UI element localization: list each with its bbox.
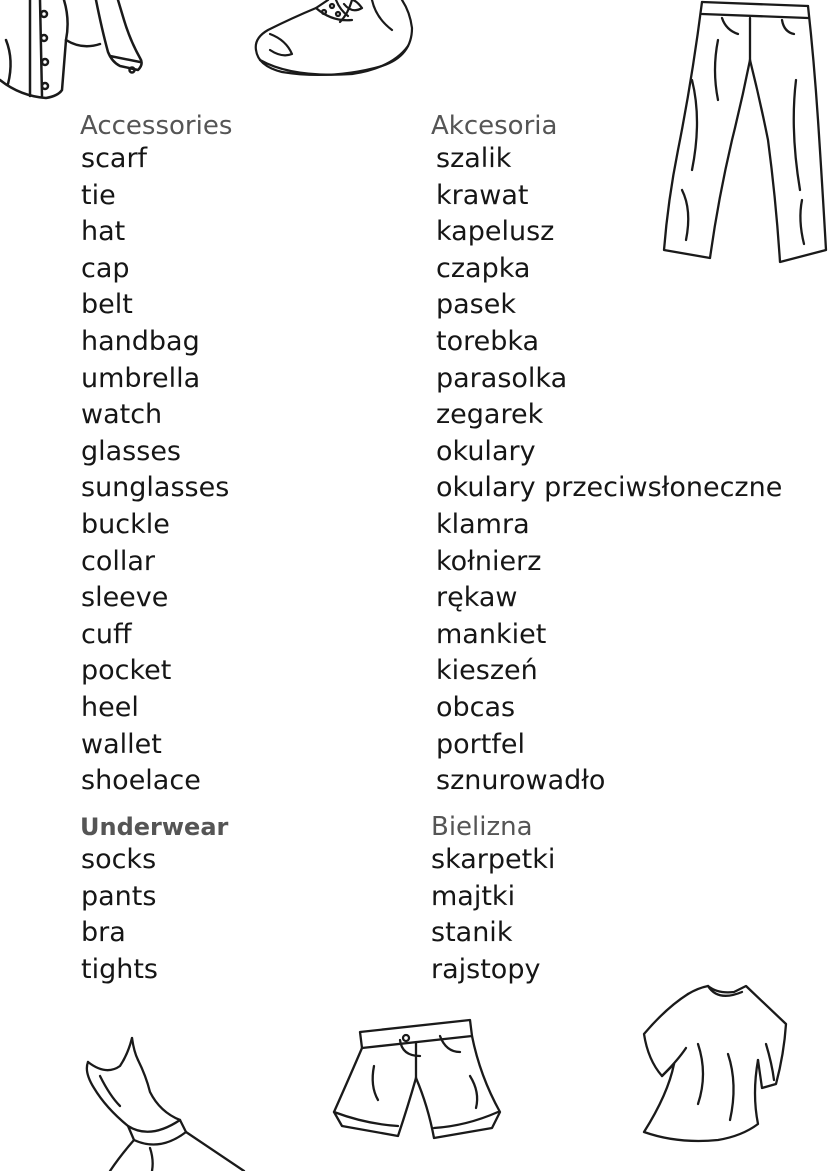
- list-item: majtki: [431, 880, 516, 912]
- list-item: tights: [81, 953, 158, 985]
- list-item: czapka: [436, 252, 531, 284]
- shorts-icon: [330, 1016, 506, 1146]
- list-item: kapelusz: [436, 216, 555, 248]
- list-item: krawat: [436, 179, 529, 211]
- list-item: portfel: [436, 728, 525, 760]
- list-item: kołnierz: [436, 545, 542, 577]
- list-item: wallet: [81, 728, 162, 760]
- accessories-polish-column: [431, 111, 782, 800]
- list-item: rajstopy: [431, 953, 541, 985]
- list-item: sznurowadło: [436, 765, 606, 797]
- list-item: sleeve: [81, 582, 169, 614]
- list-item: umbrella: [81, 362, 201, 394]
- list-item: scarf: [81, 143, 148, 174]
- underwear-polish-column: [431, 812, 555, 988]
- list-item: buckle: [81, 508, 170, 540]
- list-item: watch: [81, 399, 163, 431]
- list-item: kieszeń: [436, 655, 538, 687]
- list-item: bra: [81, 917, 126, 949]
- list-item: skarpetki: [431, 844, 556, 875]
- list-item: glasses: [81, 435, 181, 467]
- underwear-english-column: [80, 812, 228, 988]
- list-item: okulary przeciwsłoneczne: [436, 472, 783, 504]
- dress-icon: [80, 1036, 250, 1171]
- list-item: socks: [81, 844, 157, 875]
- underwear-heading: Underwear: [80, 813, 229, 841]
- list-item: szalik: [436, 143, 512, 174]
- list-item: rękaw: [436, 582, 518, 614]
- list-item: sunglasses: [81, 472, 230, 504]
- list-item: pocket: [81, 655, 172, 687]
- list-item: tie: [81, 179, 116, 211]
- list-item: cap: [81, 252, 130, 284]
- list-item: mankiet: [436, 618, 547, 650]
- list-item: pants: [81, 880, 157, 912]
- list-item: heel: [81, 691, 139, 723]
- list-item: zegarek: [436, 399, 544, 431]
- list-item: klamra: [436, 508, 530, 540]
- bielizna-heading: Bielizna: [431, 812, 533, 842]
- underwear-polish-list: [431, 842, 555, 988]
- list-item: stanik: [431, 917, 513, 949]
- list-item: handbag: [81, 325, 200, 357]
- list-item: obcas: [436, 691, 516, 723]
- underwear-english-list: [81, 842, 228, 988]
- accessories-english-column: [80, 111, 232, 800]
- list-item: hat: [81, 216, 126, 248]
- list-item: collar: [81, 545, 156, 577]
- list-item: parasolka: [436, 362, 568, 394]
- list-item: cuff: [81, 618, 132, 650]
- accessories-polish-list: [436, 141, 782, 800]
- list-item: torebka: [436, 325, 540, 357]
- tshirt-icon: [638, 984, 790, 1148]
- accessories-heading: Accessories: [80, 111, 233, 141]
- list-item: belt: [81, 289, 133, 321]
- list-item: okulary: [436, 435, 536, 467]
- list-item: pasek: [436, 289, 516, 321]
- shirt-icon: [0, 0, 150, 104]
- akcesoria-heading: Akcesoria: [431, 111, 558, 141]
- accessories-english-list: [81, 141, 232, 800]
- list-item: shoelace: [81, 765, 201, 797]
- shoe-icon: [252, 0, 418, 84]
